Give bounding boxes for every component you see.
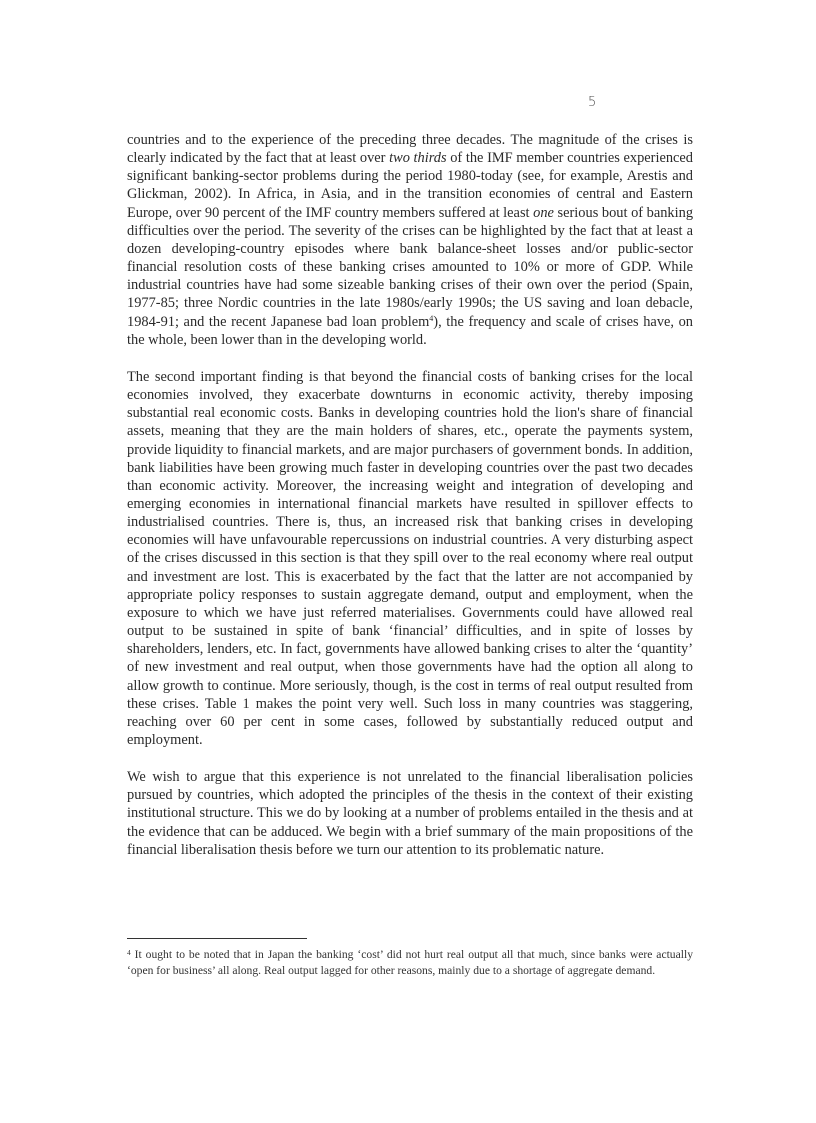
text-segment: countries and to the experience of the preceding three decades. The magnitude of the crises is clearly indicated by the fact that at least over	[127, 132, 693, 167]
footnote-reference[interactable]: 4	[429, 313, 434, 323]
text-segment: of the IMF member countries experienced significant banking-sector problems during the period 1980-today (see, for example, Arestis and Glickman, 2002). In Africa, in Asia, and in the transition economies of central and Eastern Europe, over 90 percent of the IMF country members suffered at least	[127, 150, 693, 221]
emphasis-one: one	[533, 204, 554, 221]
footnote-separator	[127, 938, 307, 939]
page-number: 5	[588, 95, 597, 110]
footnote-marker: 4	[127, 948, 131, 957]
body-text	[127, 131, 693, 878]
footnote-text: It ought to be noted that in Japan the banking ‘cost’ did not hurt real output all that much, since banks were actually ‘open for business’ all along. Real output lagged for other reasons, mainly due to a shortage of aggregate demand.	[127, 948, 693, 978]
paragraph-2: The second important finding is that beyond the financial costs of banking crises for the local economies involved, they exacerbate downturns in economic activity, thereby imposing substantial real economic costs. Banks in developing countries hold the lion's share of financial assets, meaning that they are the main holders of shares, etc., operate the payments system, provide liquidity to financial markets, and are major purchasers of government bonds. In addition, bank liabilities have been growing much faster in developing countries over the past two decades than economic activity. Moreover, the increasing weight and integration of developing and emerging economies in international financial markets have resulted in spillover effects to industrialised countries. There is, thus, an increased risk that banking crises in developing economies will have unfavourable repercussions on industrial countries. A very disturbing aspect of the crises discussed in this section is that they spill over to the real economy where real output and investment are lost. This is exacerbated by the fact that the latter are not accompanied by appropriate policy responses to sustain aggregate demand, output and employment, when the exposure to which we have just referred materialises. Governments could have allowed real output to be sustained in spite of bank ‘financial’ difficulties, and in spite of losses by shareholders, lenders, etc. In fact, governments have allowed banking crises to alter the ‘quantity’ of new investment and real output, when those governments have had the option all along to allow growth to continue. More seriously, though, is the cost in terms of real output resulted from these crises. Table 1 makes the point very well. Such loss in many countries was staggering, reaching over 60 per cent in some cases, followed by substantially reduced output and employment.	[127, 368, 693, 748]
footnote	[127, 947, 693, 979]
text-segment: serious bout of banking difficulties over the period. The severity of the crises can be highlighted by the fact that at least a dozen developing-country episodes where bank balance-sheet losses and/or public-sector financial resolution costs of these banking crises amounted to 10% or more of GDP. While industrial countries have had some sizeable banking crises of their own over the period (Spain, 1977-85; three Nordic countries in the late 1980s/early 1990s; the US saving and loan debacle, 1984-91; and the recent Japanese bad loan problem	[127, 204, 694, 330]
paragraph-1	[127, 131, 693, 349]
text-segment: ), the frequency and scale of crises have, on the whole, been lower than in the developing world.	[127, 313, 693, 348]
emphasis-two-thirds: two thirds	[389, 150, 447, 167]
paragraph-3: We wish to argue that this experience is not unrelated to the financial liberalisation policies pursued by countries, which adopted the principles of the thesis in the context of their existing institutional structure. This we do by looking at a number of problems entailed in the thesis and at the evidence that can be adduced. We begin with a brief summary of the main propositions of the financial liberalisation thesis before we turn our attention to its problematic nature.	[127, 769, 693, 858]
